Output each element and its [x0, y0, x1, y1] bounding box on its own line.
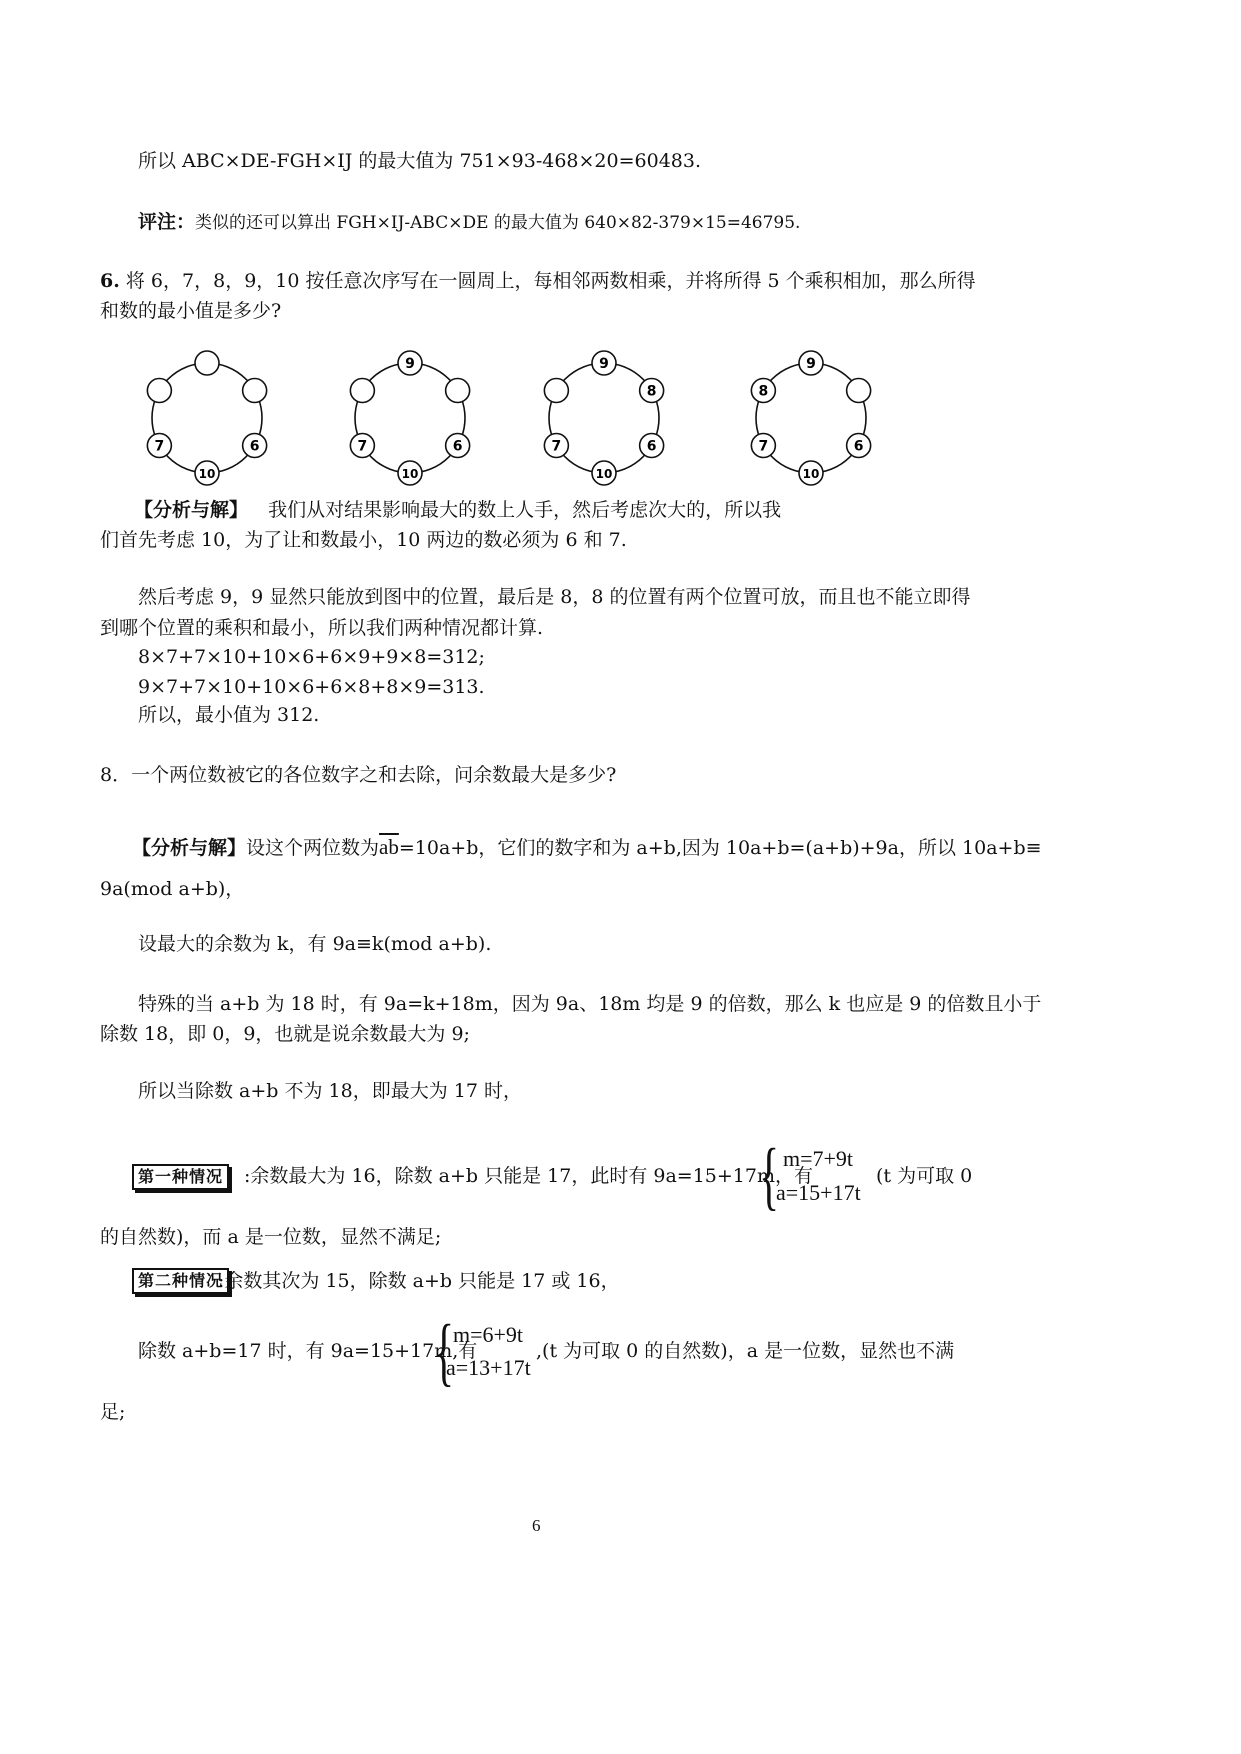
slot-number: 7 — [551, 438, 562, 455]
slot-number: 9 — [806, 356, 816, 372]
ring — [152, 363, 262, 473]
answer-6-calc1: 8×7+7×10+10×6+6×9+9×8=312; — [138, 646, 485, 668]
slot-number: 8 — [758, 383, 769, 400]
answer-6-label: 【分析与解】 — [134, 499, 249, 521]
case-1-text: :余数最大为 16，除数 a+b 只能是 17，此时有 9a=15+17m，有 — [244, 1165, 813, 1187]
answer-8-line2: 9a(mod a+b)， — [100, 878, 245, 900]
circle-figure-2 — [350, 351, 469, 485]
answer-8-line6: 所以当除数 a+b 不为 18，即最大为 17 时， — [138, 1080, 522, 1102]
circle-figure-4 — [751, 351, 870, 485]
number-slot — [147, 379, 171, 403]
slot-number: 7 — [758, 438, 769, 455]
answer-6-line3: 然后考虑 9，9 显然只能放到图中的位置，最后是 8，8 的位置有两个位置可放，而且也不能立即得 — [138, 586, 971, 608]
note-text: 类似的还可以算出 FGH×IJ-ABC×DE 的最大值为 640×82-379×15=46795. — [195, 213, 801, 233]
slot-number: 7 — [357, 438, 368, 455]
case-1-eq1: m=7+9t — [783, 1146, 854, 1171]
answer-6-calc2: 9×7+7×10+10×6+6×8+8×9=313. — [138, 676, 485, 698]
answer-8-line4: 特殊的当 a+b 为 18 时，有 9a=k+18m，因为 9a、18m 均是 9 的倍数，那么 k 也应是 9 的倍数且小于 — [138, 993, 1042, 1015]
slot-number: 9 — [599, 356, 609, 372]
slot-number: 8 — [646, 383, 657, 400]
answer-8-line3: 设最大的余数为 k，有 9a≡k(mod a+b). — [138, 933, 492, 955]
note — [138, 209, 800, 236]
circle-figures — [0, 348, 1241, 488]
answer-6-line4: 到哪个位置的乘积和最小，所以我们两种情况都计算. — [100, 617, 544, 639]
answer-8-line5: 除数 18，即 0，9，也就是说余数最大为 9; — [100, 1023, 470, 1045]
slot-number: 10 — [198, 467, 216, 481]
ring — [355, 363, 465, 473]
slot-number: 9 — [405, 356, 415, 372]
answer-8-line1 — [132, 834, 1042, 861]
answer-6-line1 — [134, 497, 781, 523]
case-2-brace: { — [434, 1310, 455, 1394]
ring — [756, 363, 866, 473]
number-slot — [446, 379, 470, 403]
slot-number: 10 — [595, 467, 613, 481]
slot-number: 6 — [853, 438, 864, 455]
slot-number: 10 — [401, 467, 419, 481]
case-1-eq2: a=15+17t — [776, 1180, 861, 1205]
slot-number: 6 — [452, 438, 463, 455]
answer-6-text1: 我们从对结果影响最大的数上人手，然后考虑次大的，所以我 — [268, 499, 782, 521]
case-1-line2: 的自然数)，而 a 是一位数，显然不满足; — [100, 1226, 442, 1248]
question-6-text: 将 6，7，8，9，10 按任意次序写在一圆周上，每相邻两数相乘，并将所得 5 个乘积相加，那么所得 — [125, 270, 976, 292]
number-slot — [847, 379, 871, 403]
answer-6-line2: 们首先考虑 10，为了让和数最小，10 两边的数必须为 6 和 7. — [100, 529, 627, 551]
overline-ab: $\overline{ab}$ — [379, 835, 399, 859]
case-1-tag: 第一种情况 — [132, 1164, 229, 1190]
case-2-pre: 除数 a+b=17 时，有 9a=15+17m,有 — [138, 1340, 478, 1362]
case-1-brace: { — [759, 1134, 780, 1218]
answer-8-post: =10a+b，它们的数字和为 a+b,因为 10a+b=(a+b)+9a，所以 10a+b≡ — [398, 837, 1042, 859]
case-2-tag: 第二种情况 — [132, 1268, 229, 1294]
number-slot — [195, 351, 219, 375]
number-slot — [544, 379, 568, 403]
circle-figure-3 — [544, 351, 663, 485]
number-slot — [243, 379, 267, 403]
question-6-number: 6. — [100, 270, 120, 292]
case-2-line2: 足; — [100, 1401, 126, 1423]
slot-number: 6 — [646, 438, 657, 455]
number-slot — [350, 379, 374, 403]
slot-number: 10 — [802, 467, 820, 481]
slot-number: 7 — [154, 438, 165, 455]
circle-figure-1 — [147, 351, 266, 485]
answer-8-pre: 设这个两位数为 — [246, 837, 380, 859]
answer-6-conclusion: 所以，最小值为 312. — [138, 704, 320, 726]
note-label: 评注： — [138, 211, 196, 233]
page-number: 6 — [532, 1516, 541, 1535]
question-6-line1 — [100, 268, 976, 294]
case-1-tail: (t 为可取 0 — [876, 1165, 973, 1187]
answer-8-label: 【分析与解】 — [132, 837, 247, 859]
case-2-tail: ,(t 为可取 0 的自然数)，a 是一位数，显然也不满 — [536, 1340, 955, 1362]
question-6-line2: 和数的最小值是多少? — [100, 300, 282, 322]
slot-number: 6 — [249, 438, 260, 455]
case-2-text: :余数其次为 15，除数 a+b 只能是 17 或 16， — [218, 1270, 620, 1292]
question-8: 8．一个两位数被它的各位数字之和去除，问余数最大是多少? — [100, 764, 617, 786]
case-2-eq1: m=6+9t — [453, 1322, 524, 1347]
case-2-eq2: a=13+17t — [446, 1355, 531, 1380]
ring — [549, 363, 659, 473]
line-result: 所以 ABC×DE-FGH×IJ 的最大值为 751×93-468×20=60483. — [138, 150, 702, 172]
